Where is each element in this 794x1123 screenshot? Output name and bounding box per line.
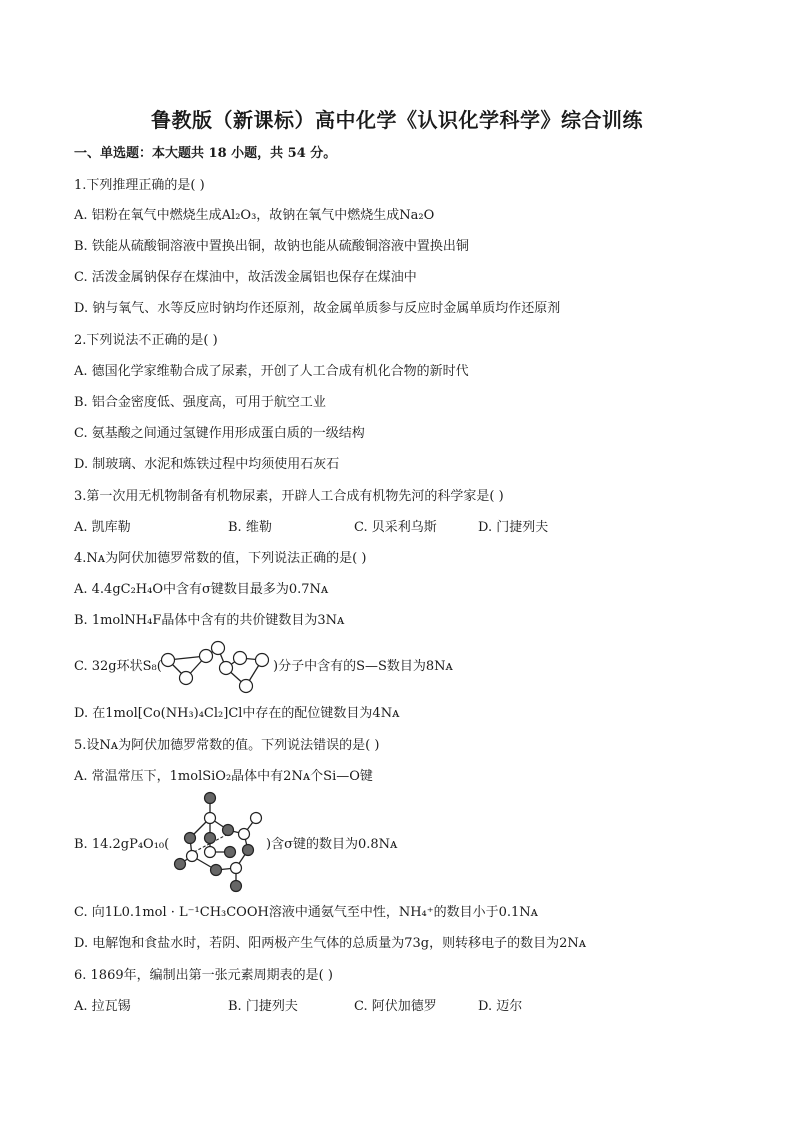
q2-option-d: D. 制玻璃、水泥和炼铁过程中均须使用石灰石 [74,457,340,472]
q3-option-a: A. 凯库勒 [74,520,131,535]
page-title: 鲁教版（新课标）高中化学《认识化学科学》综合训练 [151,108,643,132]
q3-option-d: D. 门捷列夫 [478,520,549,535]
q5-option-d: D. 电解饱和食盐水时，若阴、阳两极产生气体的总质量为73g，则转移电子的数目为2Nᴀ [74,936,587,951]
q1-option-b: B. 铁能从硫酸铜溶液中置换出铜，故钠也能从硫酸铜溶液中置换出铜 [74,239,469,254]
q2-option-b: B. 铝合金密度低、强度高，可用于航空工业 [74,395,326,410]
q1-option-a: A. 铝粉在氧气中燃烧生成Al₂O₃，故钠在氧气中燃烧生成Na₂O [74,208,435,223]
p4o10-molecule-image [170,790,266,898]
q3-option-c: C. 贝采利乌斯 [354,520,437,535]
q5-stem: 5.设Nᴀ为阿伏加德罗常数的值。下列说法错误的是( ) [74,738,380,753]
q2-option-a: A. 德国化学家维勒合成了尿素，开创了人工合成有机化合物的新时代 [74,364,469,379]
q4-option-c-suffix: )分子中含有的S—S数目为8Nᴀ [273,659,453,674]
q4-option-b: B. 1molNH₄F晶体中含有的共价键数目为3Nᴀ [74,613,345,628]
q5-option-a: A. 常温常压下，1molSiO₂晶体中有2Nᴀ个Si—O键 [74,769,373,784]
q6-options [74,998,522,1016]
q4-option-a: A. 4.4gC₂H₄O中含有σ键数目最多为0.7Nᴀ [74,582,329,597]
q4-option-c-prefix: C. 32g环状S₈( [74,659,162,674]
q2-stem: 2.下列说法不正确的是( ) [74,333,218,348]
q4-stem: 4.Nᴀ为阿伏加德罗常数的值，下列说法正确的是( ) [74,551,367,566]
q1-option-c: C. 活泼金属钠保存在煤油中，故活泼金属铝也保存在煤油中 [74,270,417,285]
q4-option-d: D. 在1mol[Co(NH₃)₄Cl₂]Cl中存在的配位键数目为4Nᴀ [74,706,400,721]
q6-option-d: D. 迈尔 [478,999,523,1014]
q5-option-b-prefix: B. 14.2gP₄O₁₀( [74,837,170,852]
q6-stem: 6. 1869年，编制出第一张元素周期表的是( ) [74,968,333,983]
q3-stem: 3.第一次用无机物制备有机物尿素，开辟人工合成有机物先河的科学家是( ) [74,489,504,504]
q5-option-b-suffix: )含σ键的数目为0.8Nᴀ [266,837,398,852]
q1-option-d: D. 钠与氧气、水等反应时钠均作还原剂，故金属单质参与反应时金属单质均作还原剂 [74,301,561,316]
q6-option-b: B. 门捷列夫 [228,999,298,1014]
q6-option-c: C. 阿伏加德罗 [354,999,437,1014]
q6-option-a: A. 拉瓦锡 [74,999,131,1014]
q3-option-b: B. 维勒 [228,520,272,535]
section-header: 一、单选题：本大题共 18 小题，共 54 分。 [74,146,337,161]
s8-ring-molecule-image [160,638,274,696]
q3-options [74,519,548,537]
q2-option-c: C. 氨基酸之间通过氢键作用形成蛋白质的一级结构 [74,426,365,441]
q1-stem: 1.下列推理正确的是( ) [74,178,205,193]
q5-option-c: C. 向1L0.1mol · L⁻¹CH₃COOH溶液中通氨气至中性，NH₄⁺的数目小于0.1Nᴀ [74,905,539,920]
